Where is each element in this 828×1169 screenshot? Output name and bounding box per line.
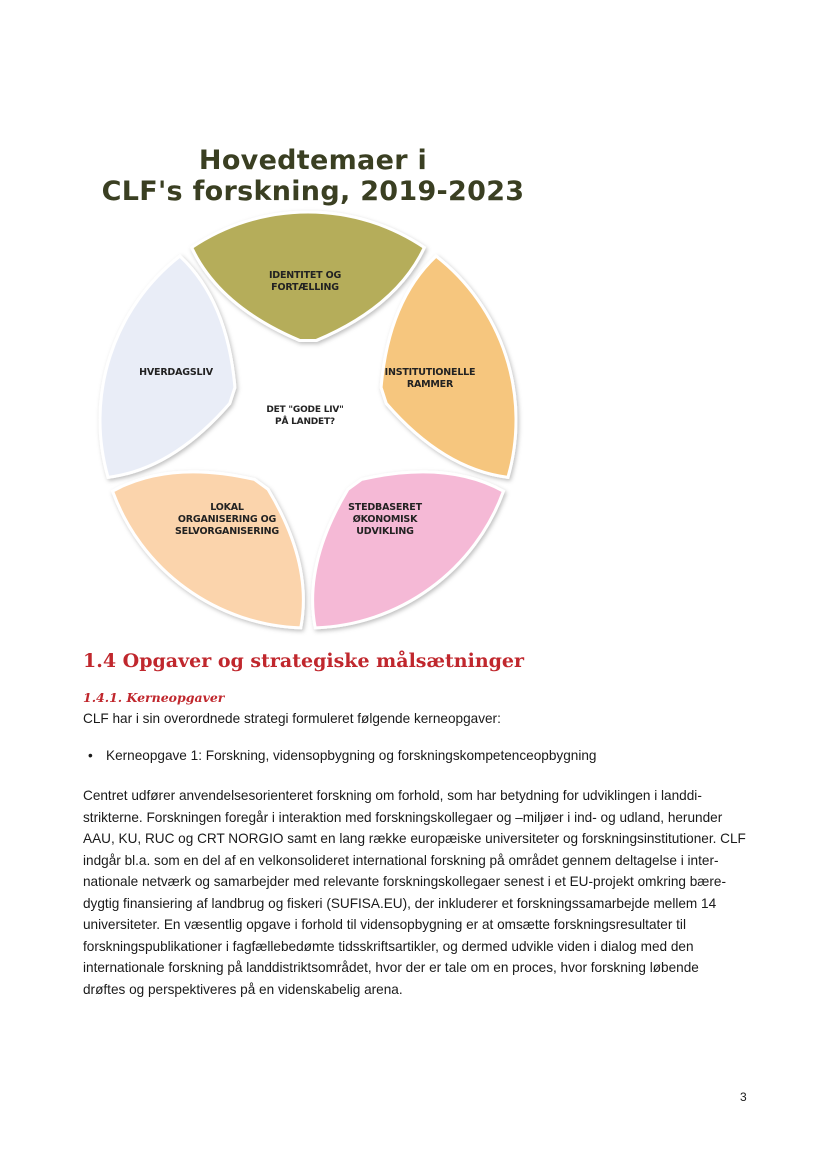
paragraph-line: Centret udfører anvendelsesorienteret forskning om forhold, som har betydning for udviklingen i landdi- xyxy=(83,788,702,803)
subsection-heading: 1.4.1. Kerneopgaver xyxy=(83,690,225,705)
body-paragraph xyxy=(83,785,748,1000)
center-label: DET "GODE LIV" PÅ LANDET? xyxy=(266,405,344,427)
section-heading: 1.4 Opgaver og strategiske målsætninger xyxy=(83,650,525,672)
bullet-dot: • xyxy=(88,748,93,763)
bullet-item: Kerneopgave 1: Forskning, vidensopbygning og forskningskompetenceopbygning xyxy=(106,748,597,763)
petal-label-institutionelle: INSTITUTIONELLE RAMMER xyxy=(384,367,476,390)
petal-label-lokal: LOKAL ORGANISERING OG SELVORGANISERING xyxy=(174,502,280,537)
petal-stedbaseret xyxy=(313,472,504,628)
paragraph-line: internationale forskning på landdistriktsområdet, hvor der er tale om en proces, hvor forskning løbende xyxy=(83,960,699,975)
paragraph-line: strikterne. Forskningen foregår i interaktion med forskningskollegaer og –miljøer i ind- og udland, herunder xyxy=(83,809,723,825)
page-number: 3 xyxy=(740,1090,747,1104)
paragraph-line: forskningspublikationer i fagfællebedømte tidsskriftsartikler, og dermed udvikle viden i dialog med den xyxy=(83,938,694,954)
figure-title-line1: Hovedtemaer i xyxy=(198,145,428,176)
petal-label-stedbaseret: STEDBASERET ØKONOMISK UDVIKLING xyxy=(348,502,422,537)
paragraph-line: dygtig finansiering af landbrug og fiskeri (SUFISA.EU), der inkluderer et forskningssamarbejde mellem 14 xyxy=(83,895,717,911)
petal-lokal xyxy=(113,472,304,628)
paragraph-line: AAU, KU, RUC og CRT NORGIO samt en lang række europæiske universiteter og forskningsinstitutioner. CLF xyxy=(83,831,746,846)
paragraph-line: nationale netværk og samarbejder med relevante forskningskollegaer senest i et EU-projekt omkring bære- xyxy=(83,874,726,889)
intro-text: CLF har i sin overordnede strategi formuleret følgende kerneopgaver: xyxy=(83,711,501,726)
petal-label-hverdagsliv: HVERDAGSLIV xyxy=(139,367,213,378)
petal-label-identitet: IDENTITET OG FORTÆLLING xyxy=(268,270,342,293)
paragraph-line: indgår bl.a. som en del af en velkonsolideret international forskning på området gennem deltagelse i inter- xyxy=(83,852,719,868)
paragraph-line: universiteter. En væsentlig opgave i forhold til vidensopbygning er at omsætte forskningsresultater til xyxy=(83,917,686,932)
figure-title-line2: CLF's forskning, 2019-2023 xyxy=(101,176,525,207)
paragraph-line: drøftes og perspektiveres på en videnskabelig arena. xyxy=(83,981,403,997)
